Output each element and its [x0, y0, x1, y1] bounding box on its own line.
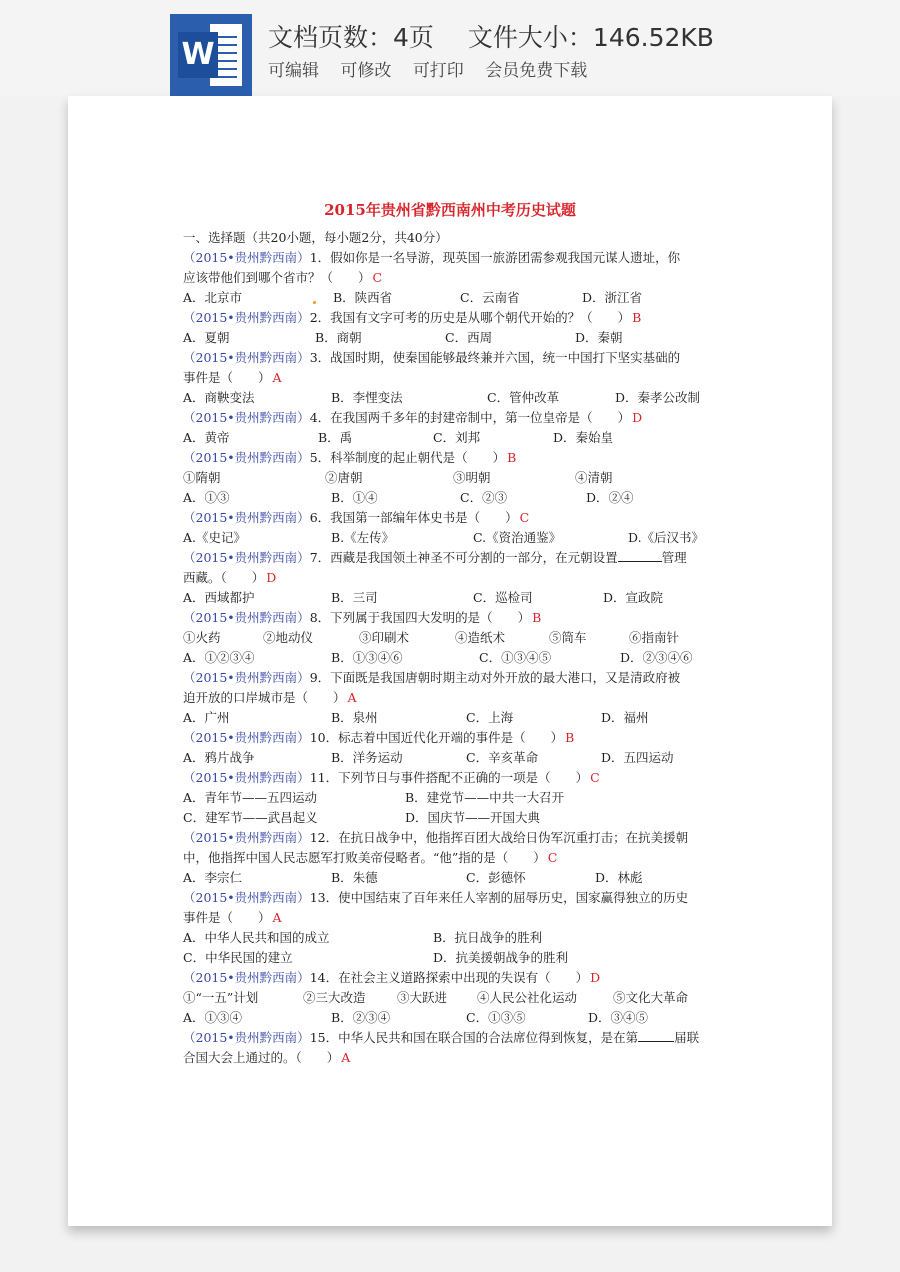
doc-meta [268, 18, 714, 54]
feature-printable: 可打印 [412, 61, 464, 81]
answer: B [532, 610, 542, 625]
question-3: （2015•贵州黔西南）3．战国时期，使秦国能够最终兼并六国，统一中国打下坚实基础的 [183, 350, 681, 365]
options: A．①③④ B．②③④ C．①③⑤ D．③④⑤ [183, 1010, 649, 1025]
answer: B [565, 730, 575, 745]
feature-list [268, 56, 597, 81]
question-4: （2015•贵州黔西南）4．在我国两千多年的封建帝制中，第一位皇帝是（ ） D [183, 410, 643, 425]
items: ①隋朝 ②唐朝 ③明朝 ④清朝 [183, 470, 613, 485]
question-15: （2015•贵州黔西南）15．中华人民共和国在联合国的合法席位得到恢复，是在第 届联 [183, 1030, 700, 1045]
answer: B [632, 310, 642, 325]
page-header [0, 0, 900, 96]
page-count: 文档页数：4页 [268, 23, 434, 52]
answer: C [519, 510, 530, 525]
question-7: （2015•贵州黔西南）7．西藏是我国领土神圣不可分割的一部分，在元朝设置 管理 [183, 550, 687, 565]
question-9: （2015•贵州黔西南）9．下面既是我国唐朝时期主动对外开放的最大港口，又是清政府被 [183, 670, 681, 685]
question-14: （2015•贵州黔西南）14．在社会主义道路探索中出现的失误有（ ） D [183, 970, 601, 985]
answer: A [341, 1050, 351, 1065]
answer: D [590, 970, 601, 985]
answer: C [590, 770, 600, 785]
options: C．建军节——武昌起义 D．国庆节——开国大典 [183, 810, 541, 825]
options: A．黄帝 B．禹 C．刘邦 D．秦始皇 [183, 430, 614, 445]
question-12: （2015•贵州黔西南）12．在抗日战争中，他指挥百团大战给日伪军沉重打击；在抗美援朝 [183, 830, 689, 845]
options: A．商鞅变法 B．李悝变法 C．管仲改革 D．秦孝公改制 [183, 390, 701, 405]
answer: D [632, 410, 643, 425]
options: A．中华人民共和国的成立 B．抗日战争的胜利 [183, 930, 543, 945]
options: A．①③ B．①④ C．②③ D．②④ [183, 490, 634, 505]
feature-editable: 可编辑 [268, 61, 319, 81]
question-10: （2015•贵州黔西南）10．标志着中国近代化开端的事件是（ ） B [183, 730, 575, 745]
feature-member-download: 会员免费下载 [485, 61, 588, 81]
question-6: （2015•贵州黔西南）6．我国第一部编年体史书是（ ） C [183, 510, 530, 525]
question-2: （2015•贵州黔西南）2．我国有文字可考的历史是从哪个朝代开始的？（ ） B [183, 310, 642, 325]
file-size: 文件大小：146.52KB [467, 23, 714, 52]
options: A．青年节——五四运动 B．建党节——中共一大召开 [183, 790, 565, 805]
question-8: （2015•贵州黔西南）8．下列属于我国四大发明的是（ ） B [183, 610, 542, 625]
question-11: （2015•贵州黔西南）11．下列节日与事件搭配不正确的一项是（ ） C [183, 770, 600, 785]
answer: C [547, 850, 558, 865]
answer: C [372, 270, 383, 285]
items: ①“一五”计划 ②三大改造 ③大跃进 ④人民公社化运动 ⑤文化大革命 [183, 990, 689, 1005]
options: A．李宗仁 B．朱德 C．彭德怀 D．林彪 [183, 870, 643, 885]
doc-title: 2015年贵州省黔西南州中考历史试题 [324, 201, 576, 219]
options: A.《史记》 B.《左传》 C.《资治通鉴》 D.《后汉书》 [183, 530, 705, 545]
answer: A [347, 690, 357, 705]
section-heading: 一、选择题（共20小题，每小题2分，共40分） [183, 230, 448, 245]
question-13: （2015•贵州黔西南）13．使中国结束了百年来任人宰割的屈辱历史，国家赢得独立的历史 [183, 890, 689, 905]
answer: A [272, 370, 282, 385]
items: ①火药 ②地动仪 ③印刷术 ④造纸术 ⑤筒车 ⑥指南针 [183, 630, 680, 645]
options: A．广州 B．泉州 C．上海 D．福州 [183, 710, 649, 725]
feature-modifiable: 可修改 [340, 61, 392, 81]
options: A．北京市 B．陕西省 C．云南省 D．浙江省 [183, 290, 643, 305]
answer: D [266, 570, 277, 585]
answer: A [272, 910, 282, 925]
options: A．鸦片战争 B．洋务运动 C．辛亥革命 D．五四运动 [183, 750, 674, 765]
answer: B [507, 450, 517, 465]
question-1: （2015•贵州黔西南）1．假如你是一名导游，现英国一旅游团需参观我国元谋人遗址，你 [183, 250, 681, 265]
options: A．西域都护 B．三司 C．巡检司 D．宣政院 [183, 590, 664, 605]
options: C．中华民国的建立 D．抗美援朝战争的胜利 [183, 950, 569, 965]
options: A．①②③④ B．①③④⑥ C．①③④⑤ D．②③④⑥ [183, 650, 693, 665]
document-page [68, 96, 832, 1226]
question-5: （2015•贵州黔西南）5．科举制度的起止朝代是（ ） B [183, 450, 517, 465]
options: A．夏朝 B．商朝 C．西周 D．秦朝 [183, 330, 623, 345]
question-list: 一、选择题（共20小题，每小题2分，共40分） （2015•贵州黔西南）1．假如你是一名导游，现英国一旅游团需参观我国元谋人遗址，你 应该带他们到哪个省市？（ ） C A．北京市 B．陕西省 C．云南省 D．浙江省 （2015•贵州黔西南）2．我国有文字可考的历史是从哪个朝代开始的？（ ） B A．夏朝 B．商朝 C．西周 D．秦朝 （2015•贵州黔西南）3．战国时期，使秦国能够最终兼并六国，统一中国打下坚实基础的 事件是（ ） A A．商鞅变法 B．李悝变法 C．管仲改革 D．秦孝公改制 （2015•贵州黔西南）4．在我国两千多年的封建帝制中，第一位皇帝是（ ） D A．黄帝 B．禹 C．刘邦 D．秦始皇 （2015•贵州黔西南）5．科举制度的起止朝代是（ ） B ①隋朝 ②唐朝 ③明朝 ④清朝 A．①③ B．①④ C．②③ D．②④ （2015•贵州黔西南）6．我国第一部编年体史书是（ ） C A.《史记》 B.《左传》 C.《资治通鉴》 D.《后汉书》 （2015•贵州黔西南）7．西藏是我国领土神圣不可分割的一部分，在元朝设置 管理 西藏。（ ） D A．西域都护 B．三司 C．巡检司 D．宣政院 （2015•贵州黔西南）8．下列属于我国四大发明的是（ ） B ①火药 ②地动仪 ③印刷术 ④造纸术 ⑤筒车 ⑥指南针 A．①②③④ B．①③④⑥ C．①③④⑤ D．②③④⑥ （2015•贵州黔西南）9．下面既是我国唐朝时期主动对外开放的最大港口，又是清政府被 迫开放的口岸城市是（ ） A A．广州 B．泉州 C．上海 D．福州 （2015•贵州黔西南）10．标志着中国近代化开端的事件是（ ） B A．鸦片战争 B．洋务运动 C．辛亥革命 D．五四运动 （2015•贵州黔西南）11．下列节日与事件搭配不正确的一项是（ ） C A．青年节——五四运动 B．建党节——中共一大召开 C．建军节——武昌起义 D．国庆节——开国大典 （2015•贵州黔西南）12．在抗日战争中，他指挥百团大战给日伪军沉重打击；在抗美援朝 中，他指挥中国人民志愿军打败美帝侵略者。“他”指的是（ ） C A．李宗仁 B．朱德 C．彭德怀 D．林彪 （2015•贵州黔西南）13．使中国结束了百年来任人宰割的屈辱历史，国家赢得独立的历史 事件是（ ） A A．中华人民共和国的成立 B．抗日战争的胜利 C．中华民国的建立 D．抗美援朝战争的胜利 （2015•贵州黔西南）14．在社会主义道路探索中出现的失误有（ ） D ①“一五”计划 ②三大改造 ③大跃进 ④人民公社化运动 ⑤文化大革命 A．①③④ B．②③④ C．①③⑤ D．③④⑤ （2015•贵州黔西南）15．中华人民共和国在联合国的合法席位得到恢复，是在第 届联 合国大会上通过的。（ ） A [183, 228, 783, 1068]
word-icon: W [170, 14, 252, 96]
